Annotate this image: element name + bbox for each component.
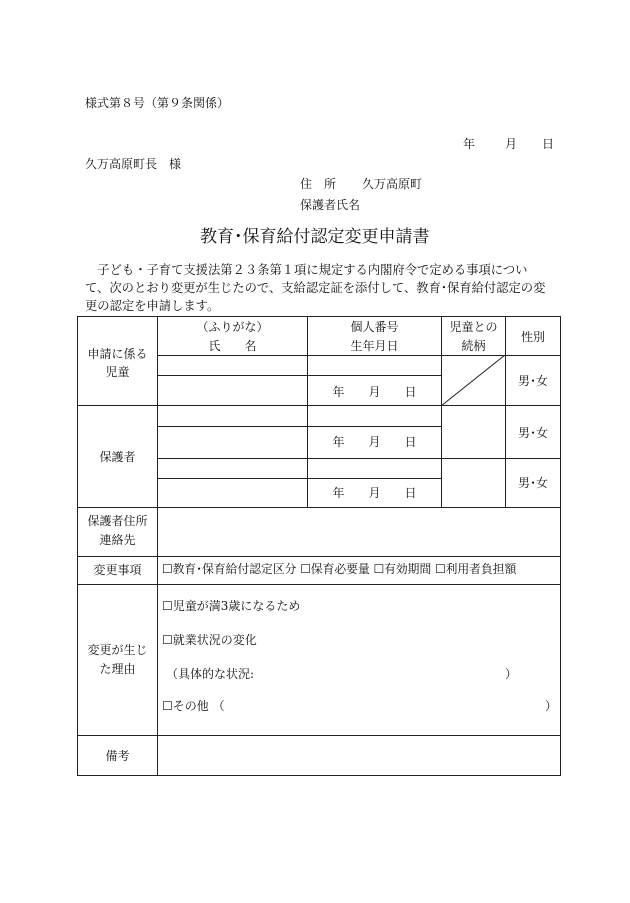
- guardian-address-label-1: 保護者住所: [87, 514, 148, 528]
- reason-other-close-paren: ）: [545, 699, 558, 713]
- change-items-options[interactable]: ☐教育･保育給付認定区分 ☐保育必要量 ☐有効期間 ☐利用者負担額: [162, 562, 517, 576]
- guardian-1-gender: 男･女: [517, 426, 548, 440]
- table-border-left: [77, 316, 78, 776]
- col-furigana: （ふりがな）: [196, 320, 269, 334]
- divider-guardian-sub-2: [157, 478, 441, 479]
- guardian-1-birthdate: 年 月 日: [332, 435, 417, 449]
- reason-option-employment[interactable]: ☐就業状況の変化: [162, 633, 257, 647]
- date-year: 年: [463, 137, 476, 151]
- divider-guardian-end: [77, 507, 561, 508]
- divider-reason-end: [77, 735, 561, 736]
- divider-label-col: [157, 316, 158, 776]
- col-name: 氏 名: [208, 339, 257, 353]
- child-label-1: 申請に係る: [87, 347, 148, 361]
- address-value: 久万高原町: [362, 177, 423, 191]
- col-birthdate: 生年月日: [350, 339, 399, 353]
- col-mynumber: 個人番号: [350, 320, 399, 334]
- reason-option-age[interactable]: ☐児童が満3歳になるため: [162, 599, 301, 613]
- col-relation-2: 続柄: [461, 339, 486, 353]
- change-items-label: 変更事項: [93, 563, 142, 577]
- guardian-2-gender: 男･女: [517, 476, 548, 490]
- col-relation-1: 児童との: [449, 320, 498, 334]
- divider-child-sub: [157, 375, 441, 376]
- relation-diagonal: [441, 355, 505, 406]
- child-label-2: 児童: [105, 365, 130, 379]
- date-day: 日: [542, 137, 555, 151]
- reason-label-2: た理由: [99, 662, 136, 676]
- intro-line-2: て、次のとおり変更が生じたので、支給認定証を添付して、教育･保育給付認定の変: [85, 281, 546, 295]
- divider-guardian-sub-1: [157, 426, 441, 427]
- reason-option-other[interactable]: ☐その他 （: [162, 699, 225, 713]
- reason-employment-close-paren: ）: [505, 667, 518, 681]
- table-border-bottom: [77, 775, 561, 776]
- guardian-2-birthdate: 年 月 日: [332, 486, 417, 500]
- addressee: 久万高原町長 様: [85, 157, 182, 171]
- reason-label-1: 変更が生じ: [87, 643, 148, 657]
- guardian-label: 保護者: [99, 450, 136, 464]
- guardian-address-label-2: 連絡先: [99, 533, 136, 547]
- intro-line-1: 子ども・子育て支援法第２３条第１項に規定する内閣府令で定める事項につい: [85, 263, 528, 277]
- divider-items-end: [77, 584, 561, 585]
- reason-employment-detail: （具体的な状況:: [166, 667, 255, 681]
- table-border-right: [560, 316, 561, 776]
- child-gender: 男･女: [517, 374, 548, 388]
- col-gender: 性別: [520, 330, 545, 344]
- date-month: 月: [505, 137, 518, 151]
- address-label: 住 所: [300, 177, 337, 191]
- child-birthdate: 年 月 日: [332, 385, 417, 399]
- table-border-top: [77, 316, 561, 317]
- divider-guardian-mid: [157, 458, 561, 459]
- form-number: 様式第８号（第９条関係）: [85, 96, 230, 110]
- divider-address-end: [77, 556, 561, 557]
- intro-line-3: 更の認定を申請します。: [85, 299, 220, 313]
- remarks-label: 備考: [105, 749, 130, 763]
- page-title: 教育･保育給付認定変更申請書: [200, 227, 430, 247]
- guardian-name-label: 保護者氏名: [300, 198, 361, 212]
